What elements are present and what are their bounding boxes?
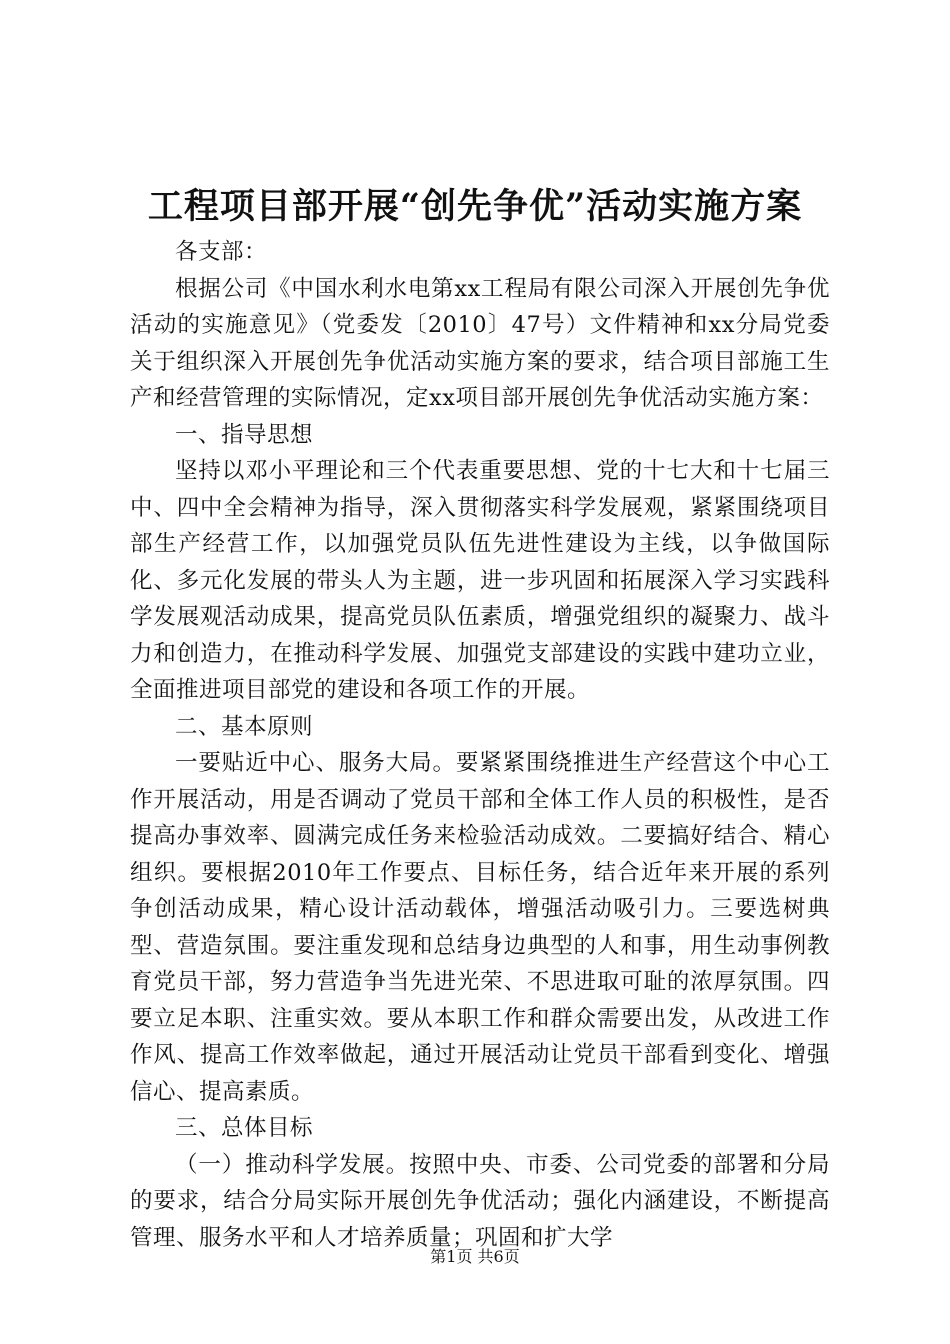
document-title: 工程项目部开展“创先争优”活动实施方案 [147, 186, 803, 227]
page-footer: 第1页 共6页 [430, 1247, 520, 1266]
section-heading-basic-principles: 二、基本原则 [175, 713, 314, 740]
salutation: 各支部： [175, 239, 268, 265]
section-heading-guiding-ideology: 一、指导思想 [175, 421, 314, 448]
section-text-overall-goals: （一）推动科学发展。按照中央、市委、公司党委的部署和分局的要求，结合分局实际开展创先争优活动；强化内涵建设，不断提高管理、服务水平和人才培养质量；巩固和扩大学 [130, 1151, 830, 1251]
section-text-basic-principles: 一要贴近中心、服务大局。要紧紧围绕推进生产经营这个中心工作开展活动，用是否调动了党员干部和全体工作人员的积极性，是否提高办事效率、圆满完成任务来检验活动成效。二要搞好结合、精心组织。要根据2010年工作要点、目标任务，结合近年来开展的系列争创活动成果，精心设计活动载体，增强活动吸引力。三要选树典型、营造氛围。要注重发现和总结身边典型的人和事，用生动事例教育党员干部，努力营造争当先进光荣、不思进取可耻的浓厚氛围。四要立足本职、注重实效。要从本职工作和群众需要出发，从改进工作作风、提高工作效率做起，通过开展活动让党员干部看到变化、增强信心、提高素质。 [130, 750, 830, 1105]
intro-paragraph: 根据公司《中国水利水电第xx工程局有限公司深入开展创先争优活动的实施意见》（党委发〔2010〕47号）文件精神和xx分局党委关于组织深入开展创先争优活动实施方案的要求，结合项目部施工生产和经营管理的实际情况，定xx项目部开展创先争优活动实施方案： [130, 275, 830, 411]
section-text-guiding-ideology: 坚持以邓小平理论和三个代表重要思想、党的十七大和十七届三中、四中全会精神为指导，深入贯彻落实科学发展观，紧紧围绕项目部生产经营工作，以加强党员队伍先进性建设为主线，以争做国际化、多元化发展的带头人为主题，进一步巩固和拓展深入学习实践科学发展观活动成果，提高党员队伍素质，增强党组织的凝聚力、战斗力和创造力，在推动科学发展、加强党支部建设的实践中建功立业，全面推进项目部党的建设和各项工作的开展。 [130, 458, 830, 703]
document-body [130, 234, 830, 1256]
section-heading-overall-goals: 三、总体目标 [175, 1115, 314, 1141]
